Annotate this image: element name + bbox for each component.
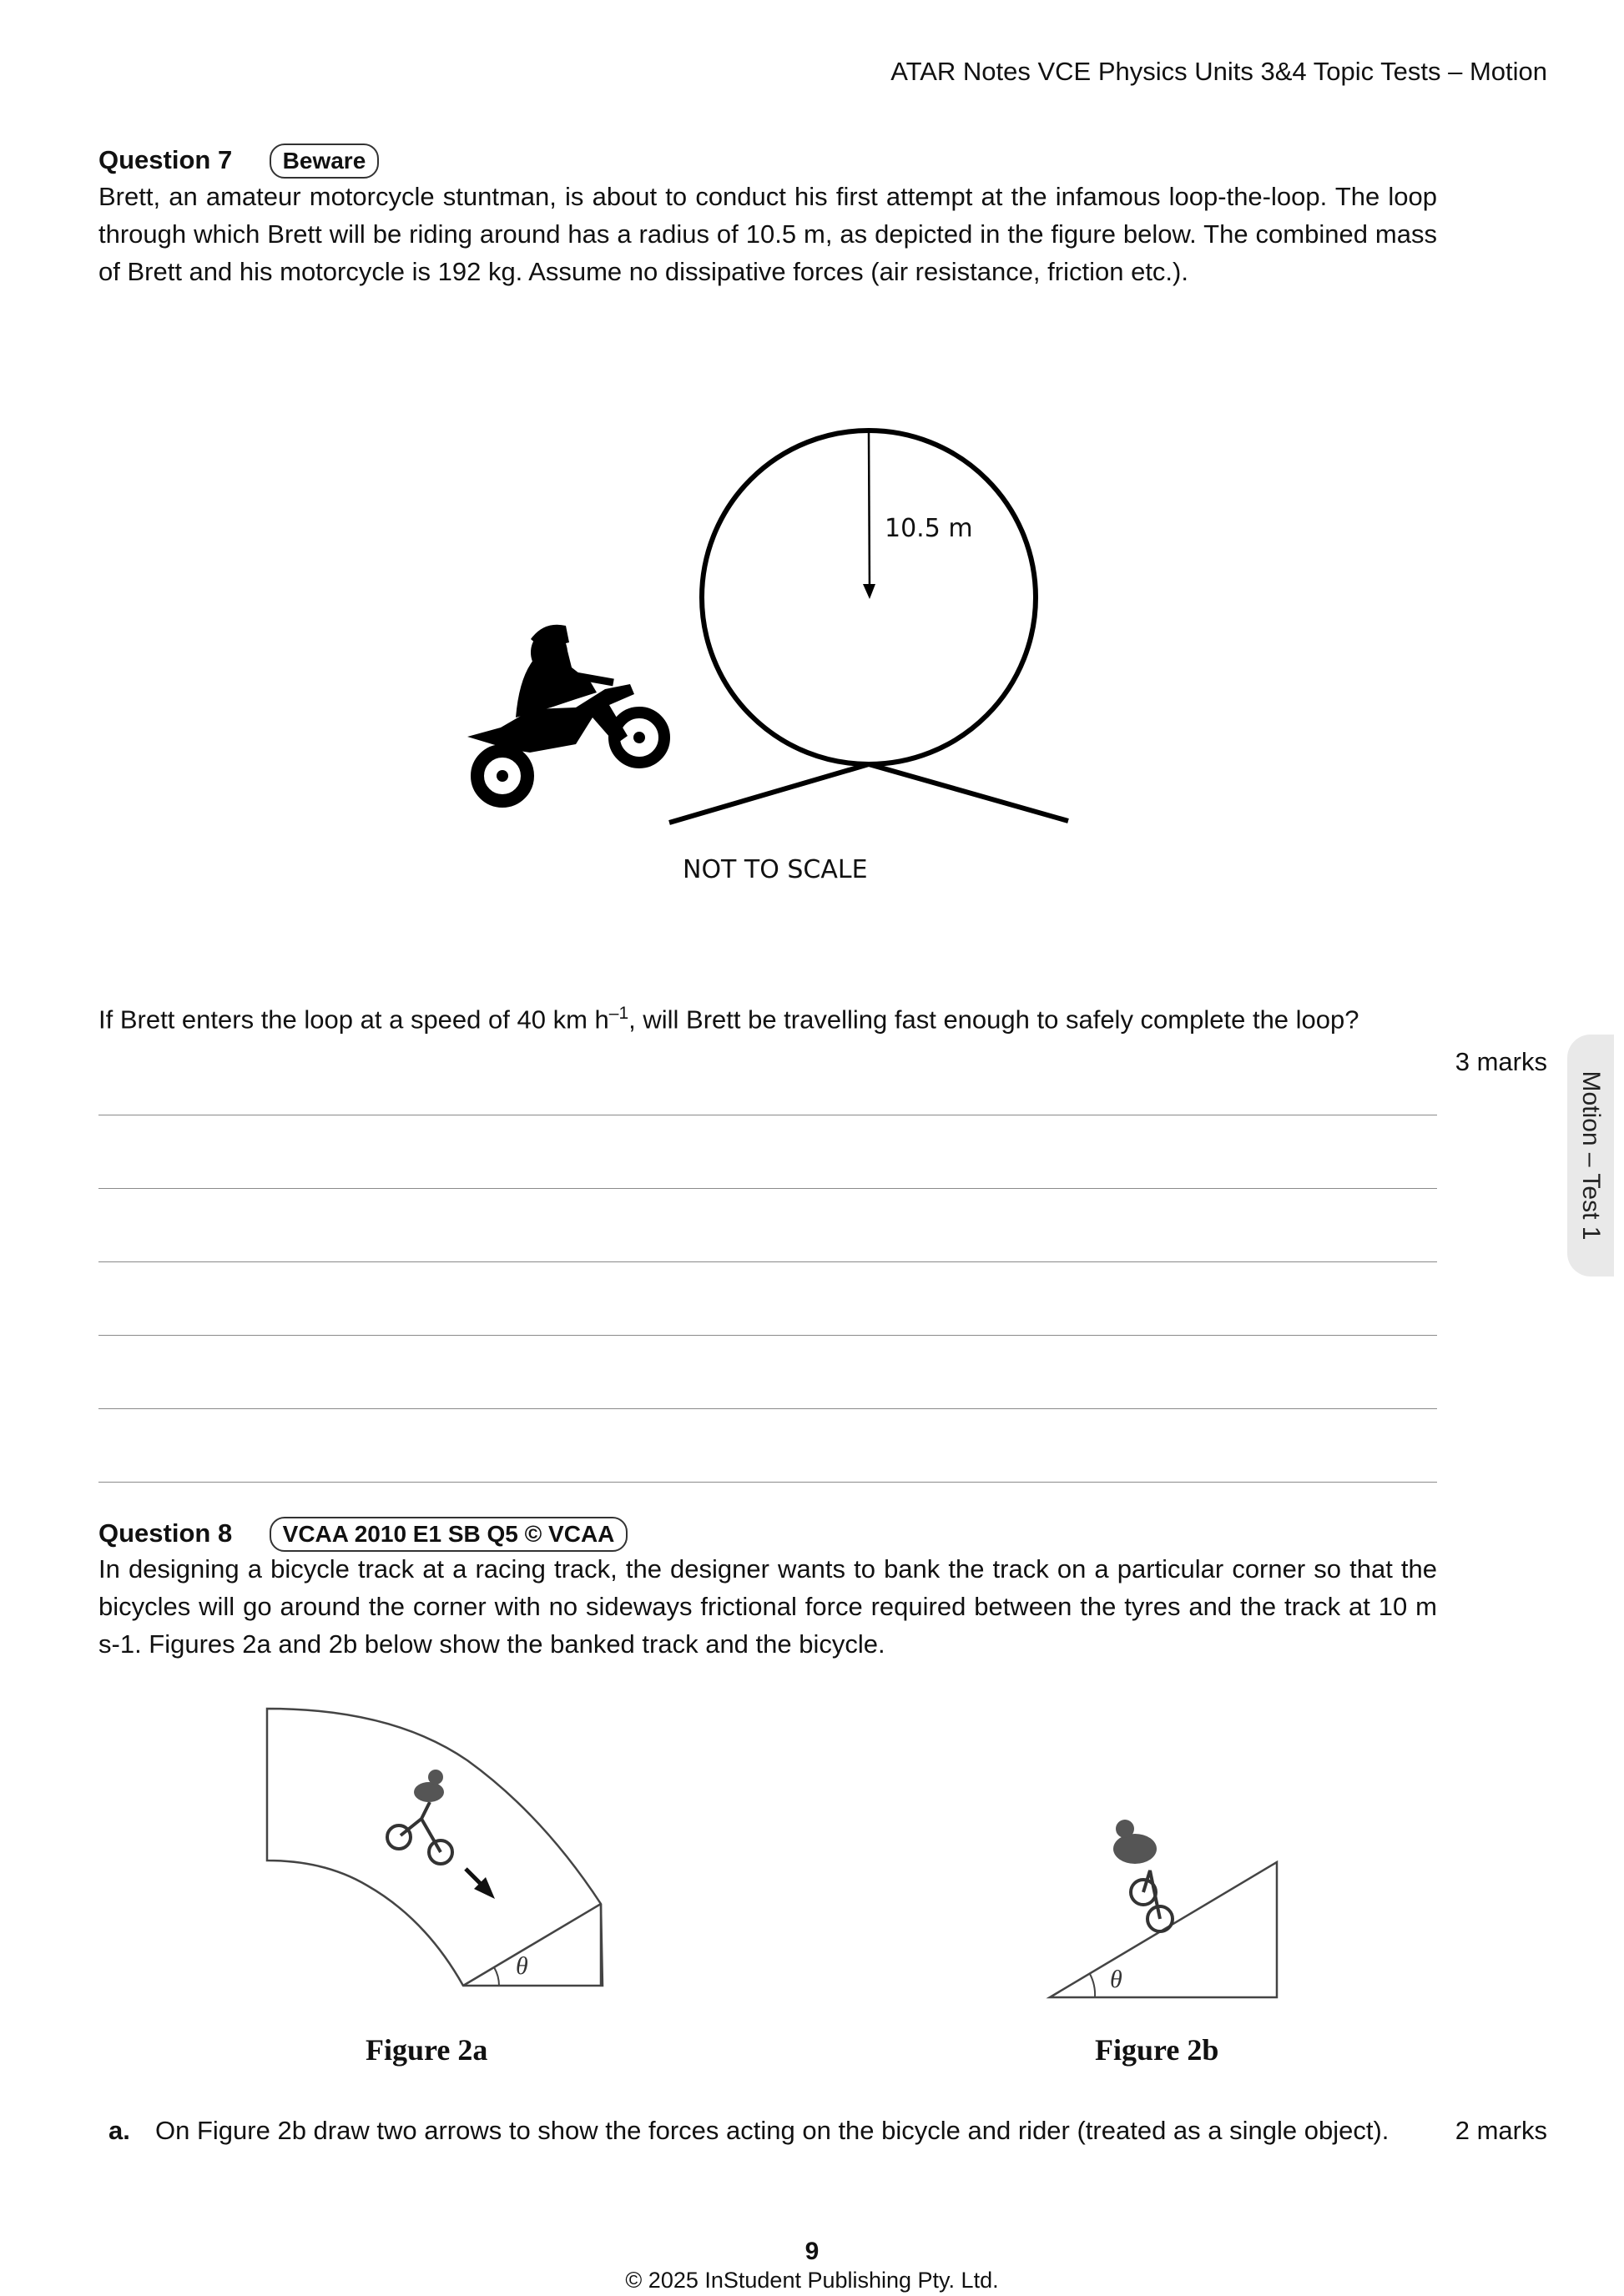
part-a-label: a. — [108, 2116, 130, 2145]
theta-label: θ — [1110, 1966, 1122, 1993]
banked-track-outline — [267, 1709, 603, 1986]
figure-2b — [1035, 1794, 1302, 2011]
bank-slope — [463, 1904, 601, 1986]
part-a-marks: 2 marks — [1455, 2116, 1547, 2145]
question-7-badge: Beware — [270, 144, 380, 179]
side-tab-label: Motion – Test 1 — [1577, 1070, 1605, 1241]
running-header: ATAR Notes VCE Physics Units 3&4 Topic Tests – Motion — [890, 57, 1547, 86]
question-7-paragraph: Brett, an amateur motorcycle stuntman, is about to conduct his first attempt at the infamous loop-the-loop. The loop through which Brett will be riding around has a radius of 10.5 m, as depicted in the figure below. The combined mass of Brett and his motorcycle is 192 kg. Assume no dissipative forces (air resistance, friction etc.). — [98, 182, 1437, 286]
question-7-prompt: If Brett enters the loop at a speed of 40 km $h^{-1}$, will Brett be travelling fast enough to safely complete the loop? — [98, 1004, 1359, 1035]
figure-2a — [250, 1694, 634, 1994]
copyright: © 2025 InStudent Publishing Pty. Ltd. — [625, 2268, 999, 2293]
answer-line[interactable] — [98, 1188, 1437, 1189]
page-number: 9 — [804, 2238, 820, 2265]
question-7-marks: 3 marks — [1455, 1047, 1547, 1076]
section-side-tab — [1567, 1035, 1614, 1276]
question-7-title: Question 7 — [98, 145, 233, 174]
part-a-text: On Figure 2b draw two arrows to show the forces acting on the bicycle and rider (treated as a single object). — [155, 2116, 1389, 2145]
ramp-right — [869, 764, 1068, 821]
ramp-left — [669, 764, 869, 823]
motorcycle-rider-icon — [467, 625, 664, 801]
question-8-heading — [98, 1517, 628, 1552]
radius-line — [869, 432, 870, 592]
angle-arc — [494, 1967, 499, 1986]
cyclist-icon — [387, 1770, 452, 1864]
cyclist-icon — [1113, 1820, 1173, 1931]
question-7-heading — [98, 144, 379, 179]
answer-line[interactable] — [98, 1335, 1437, 1336]
radius-label: 10.5 m — [885, 514, 973, 543]
loop-the-loop-figure — [451, 417, 1118, 901]
answer-line[interactable] — [98, 1408, 1437, 1409]
figure-2a-caption: Figure 2a — [366, 2033, 488, 2067]
answer-line[interactable] — [98, 1261, 1437, 1262]
theta-label: θ — [516, 1952, 528, 1980]
scale-note: NOT TO SCALE — [683, 855, 868, 884]
question-8-badge: VCAA 2010 E1 SB Q5 © VCAA — [270, 1517, 628, 1552]
question-8-paragraph: In designing a bicycle track at a racing track, the designer wants to bank the track on a particular corner so that the bicycles will go around the corner with no sideways frictional force required between the tyres and the track at 10 m s-1. Figures 2a and 2b below show the banked track and the bicycle. — [98, 1554, 1437, 1659]
question-8-title: Question 8 — [98, 1518, 233, 1548]
radius-arrowhead — [863, 584, 875, 599]
answer-line[interactable] — [98, 1482, 1437, 1483]
figure-2b-caption: Figure 2b — [1095, 2033, 1219, 2067]
angle-arc — [1090, 1974, 1095, 1997]
unit-exponent: –1 — [608, 1004, 629, 1023]
